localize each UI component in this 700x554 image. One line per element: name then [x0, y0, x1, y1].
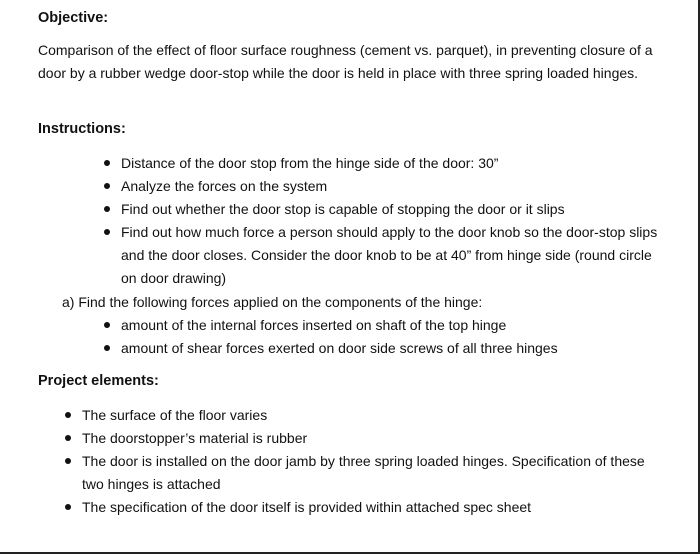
list-item-text: The doorstopper’s material is rubber	[82, 430, 308, 446]
list-item-text: Distance of the door stop from the hinge side of the door: 30”	[121, 155, 499, 171]
sub-item-label: a)	[62, 294, 75, 310]
bullet-icon	[104, 322, 110, 328]
list-item-text: amount of the internal forces inserted on shaft of the top hinge	[121, 317, 507, 333]
list-item-text: Find out whether the door stop is capable of stopping the door or it slips	[121, 201, 565, 217]
bullet-icon	[65, 458, 71, 464]
list-item	[82, 450, 652, 496]
list-item	[121, 175, 666, 198]
list-item-text: Find out how much force a person should apply to the door knob so the door-stop slips and the door closes. Consider the door knob to be at 40” from hinge side (round circle on door drawing)	[121, 224, 658, 286]
list-item-text: Analyze the forces on the system	[121, 178, 328, 194]
objective-heading: Objective:	[38, 10, 109, 26]
list-item-text: The surface of the floor varies	[82, 407, 268, 423]
list-item-text: The specification of the door itself is provided within attached spec sheet	[82, 499, 532, 515]
bullet-icon	[65, 504, 71, 510]
bullet-icon	[104, 183, 110, 189]
list-item	[82, 427, 652, 450]
sub-item-text: Find the following forces applied on the components of the hinge:	[78, 294, 483, 310]
list-item-text: The door is installed on the door jamb by three spring loaded hinges. Specification of these two hinges is attached	[82, 453, 645, 492]
list-item	[82, 404, 652, 427]
hinge-forces-list	[121, 314, 666, 360]
list-item	[121, 337, 666, 360]
list-item	[82, 496, 652, 519]
project-elements-list	[82, 404, 652, 519]
list-item	[121, 221, 666, 290]
bullet-icon	[104, 206, 110, 212]
project-elements-heading: Project elements:	[38, 373, 159, 389]
instructions-heading: Instructions:	[38, 121, 126, 137]
bullet-icon	[104, 345, 110, 351]
list-item	[121, 152, 666, 175]
list-item	[121, 198, 666, 221]
bullet-icon	[104, 229, 110, 235]
sub-item-a	[62, 291, 482, 314]
list-item-text: amount of shear forces exerted on door side screws of all three hinges	[121, 340, 558, 356]
bullet-icon	[104, 160, 110, 166]
bullet-icon	[65, 435, 71, 441]
instructions-list	[121, 152, 666, 290]
list-item	[121, 314, 666, 337]
objective-text: Comparison of the effect of floor surface roughness (cement vs. parquet), in preventing closure of a door by a rubber wedge door-stop while the door is held in place with three spring loaded hinges.	[38, 42, 653, 81]
bullet-icon	[65, 412, 71, 418]
